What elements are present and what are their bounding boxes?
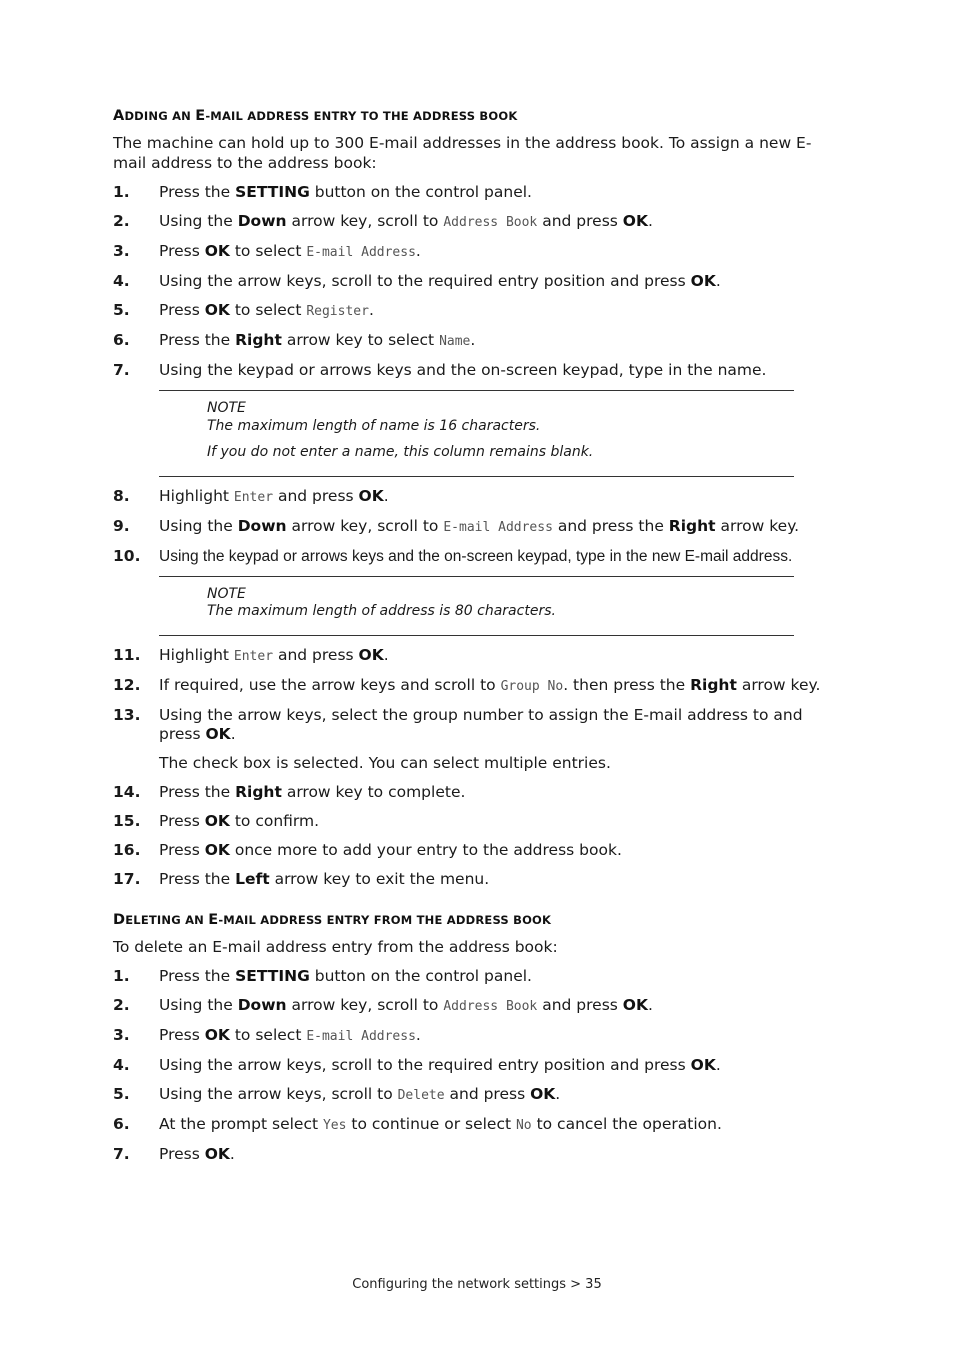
step-number: 17.: [113, 870, 141, 888]
step-text: Using the: [159, 212, 238, 230]
step-text: Press: [159, 1026, 205, 1044]
step-item: [113, 1115, 838, 1136]
step-item: [113, 996, 838, 1017]
step-text: arrow key, scroll to: [286, 996, 444, 1014]
step-text: button on the control panel.: [309, 183, 532, 201]
step-text: to select: [229, 242, 307, 260]
heading-text: D: [113, 911, 126, 928]
step-number: 15.: [113, 812, 141, 830]
step-key: OK: [204, 242, 230, 260]
note-text: The maximum length of name is 16 characters.: [207, 417, 541, 434]
menu-item-text: Name: [439, 334, 471, 349]
step-text: and press: [537, 212, 623, 230]
step-item: [113, 272, 838, 292]
step-key: Down: [237, 212, 287, 230]
step-text: .: [368, 301, 374, 319]
menu-item-text: E-mail Address: [443, 519, 553, 535]
menu-item-text: Address Book: [443, 999, 538, 1014]
step-key: OK: [530, 1085, 556, 1103]
step-text: and press: [537, 996, 623, 1014]
step-number: 13.: [113, 705, 141, 724]
step-text: .: [383, 486, 389, 505]
step-number: 9.: [113, 516, 130, 535]
section-heading-deleting: [113, 912, 838, 928]
heading-text: E: [195, 108, 206, 124]
heading-text: DDING AN: [124, 109, 196, 123]
steps-list-adding-final: [113, 646, 838, 745]
menu-item-text: Address Book: [443, 215, 538, 230]
step-item: [113, 1085, 838, 1106]
step-number: 1.: [113, 967, 130, 985]
step-key: OK: [204, 1026, 230, 1044]
step-key: OK: [358, 645, 384, 664]
heading-text: ELETING AN: [125, 912, 209, 927]
step-text: .: [383, 645, 389, 664]
step-item: [113, 812, 838, 832]
step-text: .: [647, 212, 653, 230]
heading-text: -MAIL ADDRESS ENTRY FROM THE ADDRESS BOOK: [218, 912, 552, 927]
step-key: OK: [204, 841, 230, 859]
step-text: arrow key.: [736, 675, 821, 694]
step-text: . then press the: [563, 675, 691, 694]
step-number: 10.: [113, 546, 141, 565]
steps-list-adding: [113, 183, 838, 381]
step-item: [113, 676, 838, 697]
step-text: Press the: [159, 183, 236, 201]
step-text: and press: [444, 1085, 531, 1103]
step-text: Press the: [159, 331, 236, 349]
menu-item-text: Group No: [500, 678, 564, 694]
step-key: OK: [622, 212, 648, 230]
step-text: Press the: [159, 967, 236, 985]
step-text: Highlight: [159, 486, 234, 505]
step-item: [113, 242, 838, 263]
step-text: to cancel the operation.: [531, 1115, 722, 1133]
step-item: [113, 517, 838, 538]
step-text: Press the: [159, 783, 236, 801]
menu-item-text: No: [515, 1118, 532, 1133]
step-text: At the prompt select: [159, 1115, 323, 1133]
step-number: 2.: [113, 996, 130, 1014]
step-key: Right: [668, 516, 716, 535]
step-item: [113, 361, 838, 381]
menu-item-text: Enter: [233, 489, 274, 505]
step-text: Press: [159, 841, 205, 859]
step-key: OK: [204, 301, 230, 319]
step-item: [113, 646, 838, 667]
step-text: .: [415, 1026, 421, 1044]
step-key: Left: [235, 870, 270, 888]
step-key: OK: [204, 812, 230, 830]
step-key: OK: [690, 1056, 716, 1074]
step-text: arrow key to complete.: [281, 783, 466, 801]
step-number: 3.: [113, 242, 130, 260]
step-item: [113, 183, 838, 203]
step-item: [113, 967, 838, 987]
heading-text: E: [208, 911, 219, 928]
step-text: button on the control panel.: [309, 967, 532, 985]
step-item: [113, 1145, 838, 1165]
note-text: The maximum length of address is 80 characters.: [207, 603, 556, 619]
step-key: OK: [205, 725, 231, 743]
step-text: to continue or select: [346, 1115, 516, 1133]
step-text: and press: [273, 486, 359, 505]
step-key: Right: [235, 331, 282, 349]
note-box: [159, 390, 794, 477]
step-text: .: [715, 272, 721, 290]
step-number: 6.: [113, 1115, 130, 1133]
step-text: and press the: [552, 516, 669, 535]
step-number: 7.: [113, 1145, 130, 1163]
page-footer: Configuring the network settings > 35: [352, 1277, 602, 1292]
step-text: Using the arrow keys, scroll to the required entry position and press: [159, 272, 691, 290]
step-text: Using the: [159, 996, 238, 1014]
step-key: Down: [237, 516, 287, 535]
step-sub-paragraph: The check box is selected. You can select multiple entries.: [159, 754, 611, 772]
step-key: Right: [690, 675, 737, 694]
step-number: 8.: [113, 486, 130, 505]
step-item: [113, 212, 838, 233]
step-text: Using the arrow keys, scroll to the required entry position and press: [159, 1056, 691, 1074]
step-text: Press: [159, 1145, 205, 1163]
step-item: [113, 870, 838, 890]
step-text: once more to add your entry to the address book.: [229, 841, 622, 859]
menu-item-text: Register: [306, 304, 369, 319]
step-text: Press: [159, 301, 205, 319]
step-key: Right: [235, 783, 282, 801]
step-text: Using the keypad or arrows keys and the on-screen keypad, type in the new E-mail address.: [159, 547, 793, 565]
step-key: OK: [622, 996, 648, 1014]
step-number: 2.: [113, 212, 130, 230]
step-item: [113, 301, 838, 322]
step-number: 5.: [113, 301, 130, 319]
steps-list-adding-continued: [113, 487, 838, 567]
step-text: arrow key.: [715, 516, 800, 535]
step-item: [113, 487, 838, 508]
step-text: arrow key to exit the menu.: [269, 870, 490, 888]
section-intro: The machine can hold up to 300 E-mail addresses in the address book. To assign a new E-mail address to the address book:: [113, 134, 812, 172]
step-text: arrow key, scroll to: [286, 212, 444, 230]
step-number: 1.: [113, 183, 130, 201]
step-item: [113, 841, 838, 861]
step-key: OK: [690, 272, 716, 290]
step-number: 4.: [113, 272, 130, 290]
section-heading-adding: [113, 108, 838, 124]
step-number: 7.: [113, 361, 130, 379]
menu-item-text: Enter: [233, 648, 274, 664]
heading-text: -MAIL ADDRESS ENTRY TO THE ADDRESS BOOK: [205, 109, 518, 123]
step-number: 5.: [113, 1085, 130, 1103]
step-text: arrow key to select: [281, 331, 440, 349]
steps-list-adding-end: [113, 783, 838, 890]
note-label: NOTE: [207, 585, 246, 602]
step-item: [113, 331, 838, 352]
step-number: 16.: [113, 841, 141, 859]
step-text: If required, use the arrow keys and scroll to: [159, 675, 501, 694]
step-text: .: [230, 725, 236, 743]
step-text: .: [647, 996, 653, 1014]
menu-item-text: Yes: [322, 1118, 347, 1133]
step-number: 11.: [113, 645, 141, 664]
menu-item-text: E-mail Address: [306, 245, 416, 260]
step-text: .: [470, 331, 476, 349]
step-item: [113, 783, 838, 803]
step-text: .: [415, 242, 421, 260]
step-text: .: [229, 1145, 235, 1163]
steps-list-deleting: [113, 967, 838, 1165]
step-item: [113, 706, 838, 745]
menu-item-text: E-mail Address: [306, 1029, 416, 1044]
step-text: Using the arrow keys, select the group number to assign the E-mail address to and press: [159, 705, 803, 743]
step-text: and press: [273, 645, 359, 664]
step-text: to confirm.: [229, 812, 320, 830]
step-text: Using the: [159, 516, 238, 535]
step-text: Press: [159, 242, 205, 260]
step-item: [113, 1026, 838, 1047]
step-text: arrow key, scroll to: [286, 516, 444, 535]
note-label: NOTE: [207, 400, 246, 416]
step-key: SETTING: [235, 967, 310, 985]
step-item: [113, 1056, 838, 1076]
step-text: Using the arrow keys, scroll to: [159, 1085, 398, 1103]
heading-text: A: [113, 108, 125, 124]
step-key: OK: [358, 486, 384, 505]
note-box: [159, 576, 794, 636]
step-number: 4.: [113, 1056, 130, 1074]
step-key: OK: [204, 1145, 230, 1163]
step-text: Using the keypad or arrows keys and the on-screen keypad, type in the name.: [159, 361, 767, 379]
step-text: .: [715, 1056, 721, 1074]
step-number: 3.: [113, 1026, 130, 1044]
step-number: 12.: [113, 675, 141, 694]
step-key: SETTING: [235, 183, 310, 201]
step-text: to select: [229, 301, 307, 319]
step-item: [113, 547, 838, 567]
note-text: If you do not enter a name, this column remains blank.: [207, 444, 594, 460]
step-text: Press: [159, 812, 205, 830]
step-text: Highlight: [159, 645, 234, 664]
step-number: 14.: [113, 783, 141, 801]
menu-item-text: Delete: [397, 1088, 445, 1103]
section-intro: To delete an E-mail address entry from the address book:: [113, 937, 558, 956]
step-text: .: [555, 1085, 561, 1103]
step-text: Press the: [159, 870, 236, 888]
document-page: [113, 108, 838, 1174]
step-text: to select: [229, 1026, 307, 1044]
step-number: 6.: [113, 331, 130, 349]
step-key: Down: [237, 996, 287, 1014]
